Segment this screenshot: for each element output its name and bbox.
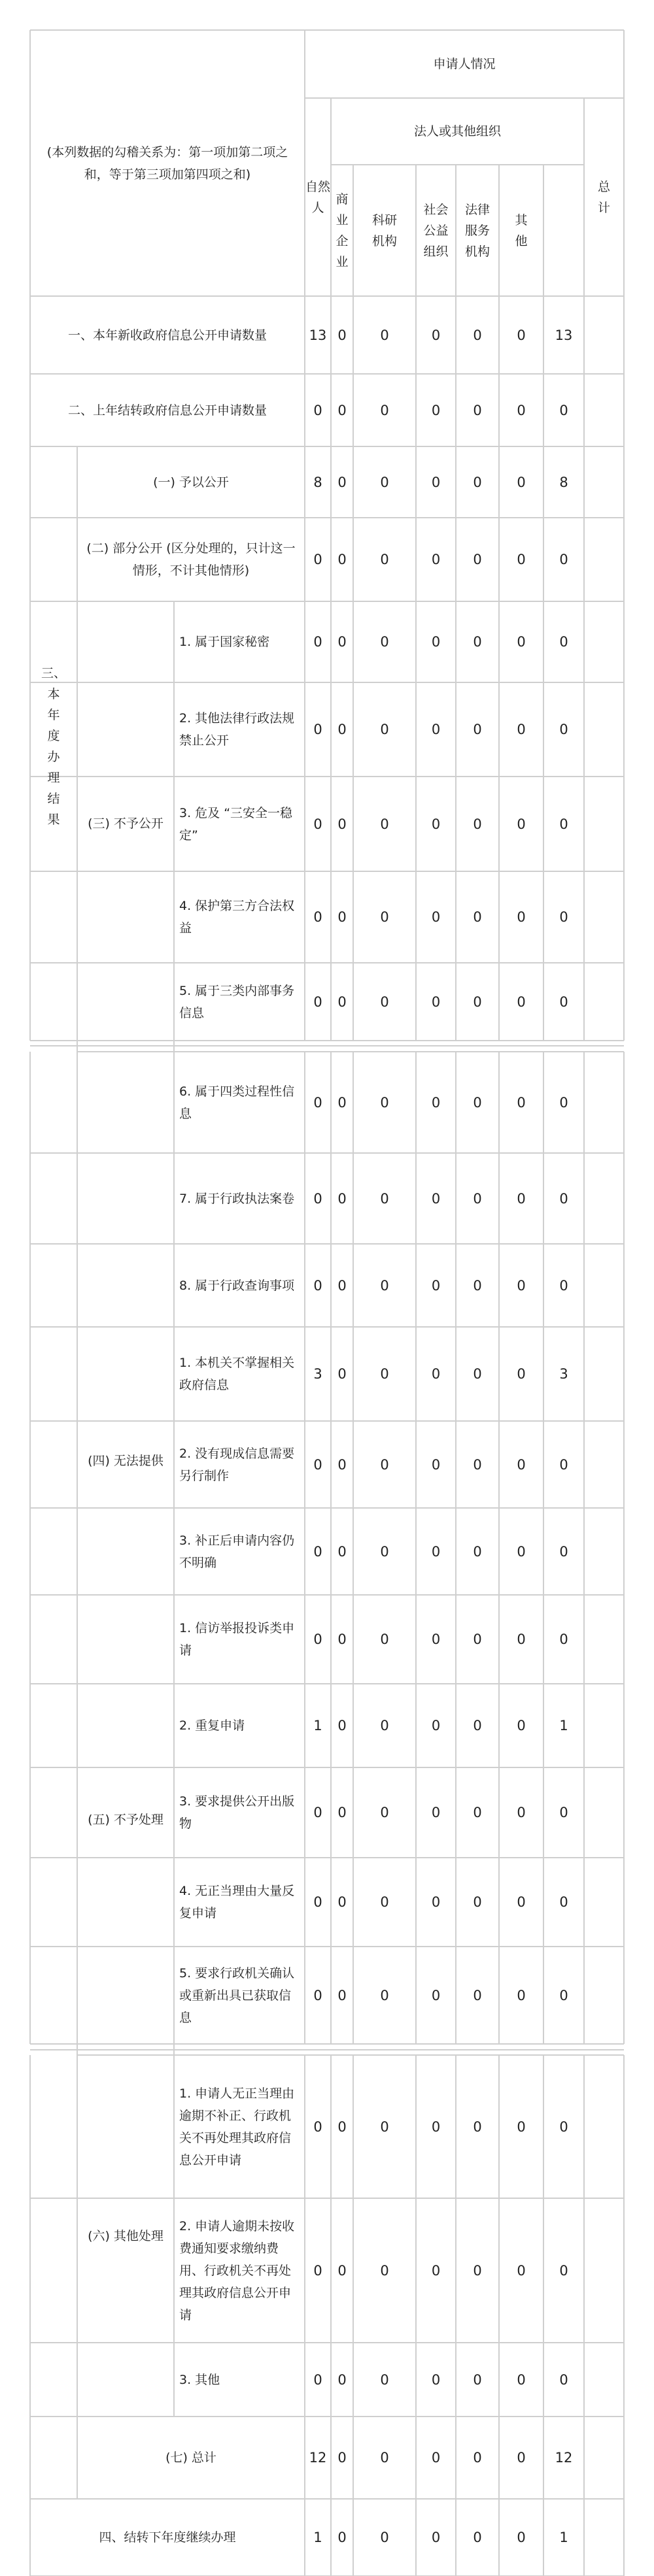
- value-cell: 0: [313, 722, 322, 737]
- value-cell: 0: [473, 2262, 482, 2279]
- value-cell: 0: [473, 2450, 482, 2466]
- section-3-label: 三、 本 年 度 办 理 结 果: [41, 665, 66, 827]
- value-cell: 0: [431, 552, 441, 567]
- value-cell: 0: [380, 1456, 389, 1473]
- value-cell: 0: [473, 1543, 482, 1560]
- value-cell: 0: [517, 2371, 526, 2388]
- value-cell: 0: [313, 1456, 322, 1473]
- value-cell: 0: [517, 722, 526, 737]
- value-cell: 0: [431, 402, 441, 418]
- header-natural-person: 自然 人: [305, 179, 330, 215]
- value-cell: 0: [559, 402, 568, 418]
- row-label-c1: 1. 本机关不掌握相关政府信息: [179, 1356, 295, 1392]
- value-cell: 0: [380, 722, 389, 737]
- value-cell: 0: [517, 2450, 526, 2466]
- value-cell: 0: [473, 722, 482, 737]
- value-cell: 0: [380, 2530, 389, 2545]
- value-cell: 0: [517, 1543, 526, 1560]
- row-label-b4: 4. 保护第三方合法权益: [179, 899, 295, 935]
- item-3-label: (三) 不予公开: [88, 816, 164, 831]
- value-cell: 8: [313, 474, 322, 490]
- value-cell: 0: [380, 402, 389, 418]
- value-cell: 0: [313, 1190, 322, 1207]
- value-cell: 0: [313, 1543, 322, 1560]
- value-cell: 0: [313, 816, 322, 832]
- value-cell: 0: [559, 1094, 568, 1111]
- value-cell: 0: [380, 1718, 389, 1733]
- value-cell: 0: [517, 2118, 526, 2135]
- value-cell: 0: [559, 552, 568, 567]
- value-cell: 0: [473, 327, 482, 343]
- row-label-b7: 7. 属于行政执法案卷: [179, 1191, 295, 1206]
- value-cell: 0: [473, 474, 482, 490]
- value-cell: 0: [313, 402, 322, 418]
- value-cell: 0: [559, 1190, 568, 1207]
- value-cell: 0: [380, 1543, 389, 1560]
- value-cell: 0: [473, 994, 482, 1010]
- header-sub-0: 商业 企业: [336, 192, 349, 269]
- value-cell: 0: [337, 1094, 347, 1111]
- value-cell: 0: [559, 1277, 568, 1294]
- row-label-c3: 3. 补正后申请内容仍不明确: [179, 1533, 295, 1570]
- value-cell: 0: [431, 1987, 441, 2003]
- value-cell: 0: [313, 994, 322, 1010]
- value-cell: 0: [337, 1543, 347, 1560]
- item-6-label: (六) 其他处理: [88, 2228, 164, 2243]
- value-cell: 0: [473, 1190, 482, 1207]
- value-cell: 0: [431, 327, 441, 343]
- value-cell: 0: [337, 552, 347, 567]
- value-cell: 0: [431, 1456, 441, 1473]
- value-cell: 0: [559, 1631, 568, 1647]
- value-cell: 0: [380, 552, 389, 567]
- value-cell: 3: [313, 1366, 322, 1382]
- value-cell: 0: [473, 2371, 482, 2388]
- value-cell: 1: [559, 1718, 568, 1733]
- value-cell: 0: [431, 1631, 441, 1647]
- value-cell: 0: [337, 1631, 347, 1647]
- row-label-e3: 3. 其他: [179, 2372, 220, 2387]
- value-cell: 0: [431, 1805, 441, 1820]
- value-cell: 0: [517, 1631, 526, 1647]
- value-cell: 0: [431, 909, 441, 925]
- value-cell: 0: [517, 1366, 526, 1382]
- value-cell: 0: [337, 1894, 347, 1910]
- value-cell: 0: [431, 1894, 441, 1910]
- value-cell: 0: [380, 1631, 389, 1647]
- value-cell: 0: [517, 327, 526, 343]
- value-cell: 0: [431, 1277, 441, 1294]
- value-cell: 0: [337, 1718, 347, 1733]
- value-cell: 1: [313, 1718, 322, 1733]
- row-label-b1: 1. 属于国家秘密: [179, 635, 270, 649]
- value-cell: 0: [313, 2118, 322, 2135]
- value-cell: 0: [473, 1277, 482, 1294]
- item-5-label: (五) 不予处理: [88, 1812, 164, 1827]
- value-cell: 0: [517, 1987, 526, 2003]
- value-cell: 0: [517, 552, 526, 567]
- value-cell: 0: [337, 474, 347, 490]
- row-label-d4: 4. 无正当理由大量反复申请: [179, 1884, 295, 1920]
- value-cell: 0: [380, 1894, 389, 1910]
- value-cell: 0: [313, 1277, 322, 1294]
- row-label-b2: 2. 其他法律行政法规禁止公开: [179, 711, 295, 748]
- value-cell: 0: [473, 2530, 482, 2545]
- header-sub-1: 科研 机构: [371, 212, 397, 248]
- row-label-row2: 二、上年结转政府信息公开申请数量: [67, 403, 267, 418]
- value-cell: 0: [313, 1094, 322, 1111]
- value-cell: 0: [517, 1094, 526, 1111]
- value-cell: 13: [555, 327, 573, 343]
- value-cell: 0: [473, 1456, 482, 1473]
- value-cell: 0: [559, 909, 568, 925]
- row-label-b6: 6. 属于四类过程性信息: [179, 1084, 295, 1121]
- value-cell: 0: [337, 2530, 347, 2545]
- value-cell: 0: [559, 2371, 568, 2388]
- value-cell: 0: [380, 816, 389, 832]
- value-cell: 0: [473, 1366, 482, 1382]
- value-cell: 0: [431, 1543, 441, 1560]
- value-cell: 0: [337, 1190, 347, 1207]
- value-cell: 0: [337, 909, 347, 925]
- value-cell: 0: [559, 1894, 568, 1910]
- value-cell: 0: [380, 474, 389, 490]
- header-sub-4: 其 他: [515, 212, 528, 248]
- value-cell: 0: [517, 816, 526, 832]
- value-cell: 0: [517, 474, 526, 490]
- value-cell: 0: [559, 994, 568, 1010]
- value-cell: 0: [517, 634, 526, 650]
- row-label-b8: 8. 属于行政查询事项: [179, 1278, 295, 1293]
- value-cell: 0: [473, 634, 482, 650]
- value-cell: 12: [309, 2450, 327, 2466]
- value-cell: 0: [559, 1456, 568, 1473]
- value-cell: 0: [380, 1805, 389, 1820]
- value-cell: 0: [380, 1987, 389, 2003]
- row-label-e2: 2. 申请人逾期未按收费通知要求缴纳费用、行政机关不再处理其政府信息公开申请: [179, 2218, 295, 2322]
- value-cell: 1: [313, 2530, 322, 2545]
- value-cell: 0: [337, 402, 347, 418]
- value-cell: 0: [431, 722, 441, 737]
- value-cell: 0: [473, 1718, 482, 1733]
- value-cell: 0: [313, 1894, 322, 1910]
- value-cell: 0: [559, 1805, 568, 1820]
- value-cell: 0: [337, 1366, 347, 1382]
- value-cell: 0: [473, 1094, 482, 1111]
- value-cell: 0: [337, 634, 347, 650]
- value-cell: 0: [380, 1094, 389, 1111]
- value-cell: 0: [431, 994, 441, 1010]
- value-cell: 0: [313, 2371, 322, 2388]
- row-label-d3: 3. 要求提供公开出版物: [179, 1794, 295, 1831]
- value-cell: 0: [517, 1190, 526, 1207]
- value-cell: 0: [380, 1277, 389, 1294]
- value-cell: 0: [431, 1718, 441, 1733]
- value-cell: 0: [337, 1277, 347, 1294]
- row-label-row1: 一、本年新收政府信息公开申请数量: [67, 327, 267, 343]
- value-cell: 0: [431, 2530, 441, 2545]
- value-cell: 3: [559, 1366, 568, 1382]
- value-cell: 0: [473, 909, 482, 925]
- value-cell: 0: [313, 1631, 322, 1647]
- value-cell: 0: [517, 402, 526, 418]
- value-cell: 0: [473, 1894, 482, 1910]
- value-cell: 0: [431, 474, 441, 490]
- value-cell: 0: [559, 2118, 568, 2135]
- header-legal-group: 法人或其他组织: [413, 124, 501, 139]
- value-cell: 0: [337, 2371, 347, 2388]
- value-cell: 0: [313, 552, 322, 567]
- value-cell: 0: [517, 2530, 526, 2545]
- value-cell: 0: [380, 909, 389, 925]
- value-cell: 0: [380, 327, 389, 343]
- value-cell: 0: [380, 994, 389, 1010]
- value-cell: 0: [473, 402, 482, 418]
- value-cell: 0: [517, 2262, 526, 2279]
- value-cell: 0: [559, 722, 568, 737]
- value-cell: 0: [559, 1987, 568, 2003]
- value-cell: 0: [517, 1718, 526, 1733]
- header-applicant: 申请人情况: [433, 57, 496, 71]
- value-cell: 0: [473, 2118, 482, 2135]
- row-label-c2: 2. 没有现成信息需要另行制作: [179, 1446, 295, 1483]
- value-cell: 8: [559, 474, 568, 490]
- value-cell: 0: [559, 816, 568, 832]
- value-cell: 0: [313, 1805, 322, 1820]
- value-cell: 0: [431, 634, 441, 650]
- value-cell: 0: [431, 2450, 441, 2466]
- value-cell: 0: [431, 2262, 441, 2279]
- value-cell: 0: [517, 994, 526, 1010]
- value-cell: 0: [517, 909, 526, 925]
- value-cell: 0: [431, 2371, 441, 2388]
- value-cell: 0: [337, 1987, 347, 2003]
- value-cell: 0: [337, 816, 347, 832]
- header-total: 总 计: [597, 179, 610, 215]
- row-label-d1: 1. 信访举报投诉类申请: [179, 1621, 295, 1658]
- header-sub-2: 社会 公益 组织: [423, 202, 449, 259]
- value-cell: 0: [337, 722, 347, 737]
- value-cell: 0: [517, 1805, 526, 1820]
- value-cell: 0: [431, 1190, 441, 1207]
- row-label-row4: 四、结转下年度继续办理: [99, 2530, 236, 2545]
- value-cell: 0: [431, 2118, 441, 2135]
- value-cell: 0: [380, 2262, 389, 2279]
- value-cell: 0: [431, 1366, 441, 1382]
- value-cell: 0: [380, 1190, 389, 1207]
- row-label-e1: 1. 申请人无正当理由逾期不补正、行政机关不再处理其政府信息公开申请: [179, 2086, 295, 2167]
- value-cell: 0: [337, 2262, 347, 2279]
- row-label-item2: (二) 部分公开 (区分处理的，只计这一情形，不计其他情形): [86, 541, 296, 578]
- value-cell: 0: [337, 2118, 347, 2135]
- header-note: (本列数据的勾稽关系为：第一项加第二项之和，等于第三项加第四项之和): [46, 144, 288, 182]
- value-cell: 0: [337, 2450, 347, 2466]
- value-cell: 0: [559, 1543, 568, 1560]
- value-cell: 0: [380, 634, 389, 650]
- value-cell: 0: [380, 1366, 389, 1382]
- value-cell: 0: [313, 909, 322, 925]
- value-cell: 12: [555, 2450, 573, 2466]
- value-cell: 0: [559, 2262, 568, 2279]
- value-cell: 0: [380, 2118, 389, 2135]
- row-label-b3: 3. 危及 “三安全一稳定”: [179, 805, 293, 843]
- value-cell: 0: [337, 1805, 347, 1820]
- value-cell: 0: [517, 1894, 526, 1910]
- value-cell: 0: [517, 1277, 526, 1294]
- row-label-item1: (一) 予以公开: [153, 475, 229, 490]
- value-cell: 0: [517, 1456, 526, 1473]
- value-cell: 0: [337, 994, 347, 1010]
- value-cell: 0: [313, 634, 322, 650]
- value-cell: 0: [431, 816, 441, 832]
- row-label-b5: 5. 属于三类内部事务信息: [179, 983, 295, 1020]
- row-label-d2: 2. 重复申请: [179, 1718, 245, 1733]
- value-cell: 13: [309, 327, 327, 343]
- value-cell: 0: [473, 1631, 482, 1647]
- value-cell: 0: [431, 1094, 441, 1111]
- header-sub-3: 法律 服务 机构: [464, 202, 490, 259]
- value-cell: 0: [473, 816, 482, 832]
- value-cell: 0: [473, 552, 482, 567]
- value-cell: 0: [380, 2450, 389, 2466]
- item-4-label: (四) 无法提供: [88, 1454, 164, 1468]
- value-cell: 1: [559, 2530, 568, 2545]
- value-cell: 0: [337, 1456, 347, 1473]
- row-label-d5: 5. 要求行政机关确认或重新出具已获取信息: [179, 1965, 295, 2025]
- value-cell: 0: [473, 1987, 482, 2003]
- value-cell: 0: [473, 1805, 482, 1820]
- value-cell: 0: [337, 327, 347, 343]
- value-cell: 0: [313, 1987, 322, 2003]
- row-label-item7: (七) 总计: [165, 2451, 216, 2465]
- value-cell: 0: [313, 2262, 322, 2279]
- value-cell: 0: [380, 2371, 389, 2388]
- value-cell: 0: [559, 634, 568, 650]
